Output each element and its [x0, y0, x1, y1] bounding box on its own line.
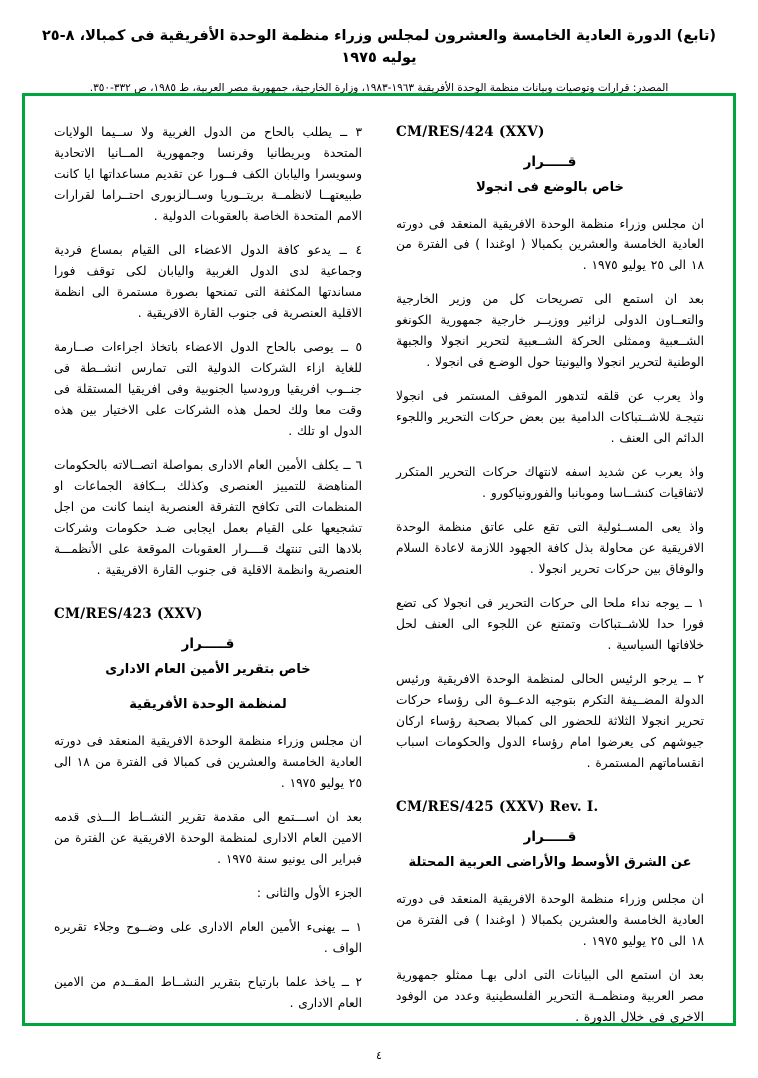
- paragraph: ٢ ــ يرجو الرئيس الحالى لمنظمة الوحدة الافريقية ورئيس الدولة المضــيفة التكرم بتوجيه الدعــوة الى رؤساء حركات تحرير انجولا الثلاثة للحضور الى كمبالا بصحبة رؤساء اركان جيوشهم كى يعرضوا امام رؤساء الدول والحكومات اسباب انقساماتهم المستمرة .: [396, 672, 704, 771]
- paragraph: ١ ــ يوجه نداء ملحا الى حركات التحرير فى انجولا كى تضع فورا حدا للاشــتباكات وتمتنع عن اللجوء الى العنف لحل خلافاتها السياسية .: [396, 596, 704, 653]
- resolution-id-424: CM/RES/424 (XXV): [396, 124, 545, 140]
- section-spacer: [396, 787, 704, 797]
- paragraph: ٢ ــ ياخذ علما بارتياح بتقرير النشــاط المقــدم من الامين العام الادارى .: [54, 974, 362, 1010]
- paragraph: الجزء الأول والثانى :: [256, 885, 362, 900]
- resolution-subject-423-line1: خاص بتقرير الأمين العام الادارى: [105, 661, 311, 677]
- paragraph: واذ يعى المســئولية التى تقع على عاتق منظمة الوحدة الافريقية عن محاولة بذل كافة الجهود اللازمة لاعادة السلام والوفاق بين حركات تحرير انجولا .: [396, 520, 704, 577]
- paragraph: واذ يعرب عن شديد اسفه لانتهاك حركات التحرير المتكرر لاتفاقيات كنشــاسا وموبانبا والفورونياكورو .: [396, 465, 704, 501]
- paragraph: ١ ــ يهنىء الأمين العام الادارى على وضــوح وجلاء تقريره الواف .: [54, 919, 362, 955]
- document-source-note: المصدر: قرارات وتوصيات وبيانات منظمة الوحدة الأفريقية ١٩٦٣-١٩٨٣، وزارة الخارجية، جمهورية مصر العربية، ط ١٩٨٥، ص ٣٣٢-٣٥٠.: [89, 81, 669, 94]
- resolution-id-425: CM/RES/425 (XXV) Rev. I.: [396, 799, 599, 816]
- paragraph: ان مجلس وزراء منظمة الوحدة الافريقية المنعقد فى دورته العادية الخامسة والعشرين فى كمبالا فى الفترة من ١٨ الى ٢٥ يوليو ١٩٧٥ .: [54, 733, 362, 790]
- resolution-subject-425: عن الشرق الأوسط والأراضى العربية المحتلة: [408, 855, 692, 871]
- resolution-subject-424: خاص بالوضع فى انجولا: [476, 180, 624, 195]
- resolution-kind-425: قـــــرار: [523, 829, 577, 846]
- paragraph: ان مجلس وزراء منظمة الوحدة الافريقية المنعقد فى دورته العادية الخامسة والعشرين بكمبالا ( اوغندا ) فى الفترة من ١٨ الى ٢٥ يوليو ١٩٧٥ .: [396, 891, 704, 948]
- resolution-kind-423: قـــــرار: [181, 635, 235, 652]
- resolution-subject-423-line2: لمنظمة الوحدة الأفريقية: [129, 697, 287, 713]
- paragraph: ان مجلس وزراء منظمة الوحدة الافريقية المنعقد فى دورته العادية الخامسة والعشرين بكمبالا ( اوغندا ) فى الفترة من ١٨ الى ٢٥ يوليو ١٩٧٥ .: [396, 216, 704, 273]
- two-column-body: [26, 100, 732, 1024]
- paragraph: ٦ ــ يكلف الأمين العام الادارى بمواصلة اتصــالاته بالحكومات المناهضة للتمييز العنصرى وكذلك بــكافة الجماعات او المنظمات التى تكافح التفرقة العنصرية اينما كانت من اجل تشجيعها على القيام بعمل ايجابى ضـد حكومات وشركات بلادها التى تنتهك قــــرار العقوبات الموقعة على الأنظمـــة العنصرية وانظمة الاقلية فى جنوب القارة الافريقية .: [54, 457, 362, 577]
- resolution-id-423: CM/RES/423 (XXV): [54, 605, 203, 622]
- paragraph: بعد ان استمع الى البيانات التى ادلى بهـا ممثلو جمهورية مصر العربية ومنظمــة التحرير الفلسطينية وعدد من الوفود الاخرى فى خلال الدورة .: [396, 967, 704, 1024]
- document-title: (تابع) الدورة العادية الخامسة والعشرون لمجلس وزراء منظمة الوحدة الأفريقية فى كمبالا، ٨-٢٥ يوليه ١٩٧٥: [41, 28, 717, 66]
- paragraph: ٥ ــ يوصى بالحاح الدول الاعضاء باتخاذ اجراءات صــارمة للغاية ازاء الشركات الدولية التى تمارس انشــطة فى جنــوب افريقيا ورودسيا الجنوبية وفى افريقيا المستقلة فى وقت معا ولك لحمل هذه الشركات على الاختيار بين هذه الدول او تلك .: [54, 339, 362, 438]
- paragraph: ٣ ــ يطلب بالحاح من الدول الغربية ولا ســيما الولايات المتحدة وبريطانيا وفرنسا وجمهورية المــانيا الاتحادية وسويسرا واليابان الكف فــورا عن تقديم مساعداتها ايا كانت طبيعتهــا لانظمــة بريتــوريا وســالزبورى احتــراما لقرارات الامم المتحدة الخاصة بالعقوبات الدولية .: [54, 125, 362, 223]
- paragraph: بعد ان استمع الى تصريحات كل من وزير الخارجية والتعــاون الدولى لزائير ووزيــر خارجية جمهورية الكونغو الشــعبية وممثلى الحركة الشــعبية لتحرير انجولا والجبهة الوطنية لتحرير انجولا واليونيتا حول الوضـع فى انجولا .: [396, 292, 704, 370]
- paragraph: ٤ ــ يدعو كافة الدول الاعضاء الى القيام بمساع فردية وجماعية لدى الدول الغربية واليابان لكى توقف فورا مساندتها المكثفة التى تمنحها بصورة مستمرة الى انظمة الاقلية العنصرية فى جنوب القارة الافريقية .: [54, 242, 362, 320]
- column-right: [396, 122, 704, 1024]
- section-spacer: [54, 594, 362, 604]
- document-header: [0, 0, 758, 96]
- paragraph: واذ يعرب عن قلقه لتدهور الموقف المستمر فى انجولا نتيجـة للاشــتباكات الدامية بين بعض حركات التحرير واللجوء الدائم الى العنف .: [396, 389, 704, 446]
- column-left: [54, 122, 362, 1010]
- paragraph: بعد ان اســـتمع الى مقدمة تقرير النشــاط الـــذى قدمه الامين العام الادارى لمنظمة الوحدة الافريقية عن الفترة من فبراير الى يونيو سنة ١٩٧٥ .: [54, 809, 362, 866]
- page-number: ٤: [376, 1049, 382, 1062]
- resolution-kind-424: قـــــرار: [523, 154, 577, 170]
